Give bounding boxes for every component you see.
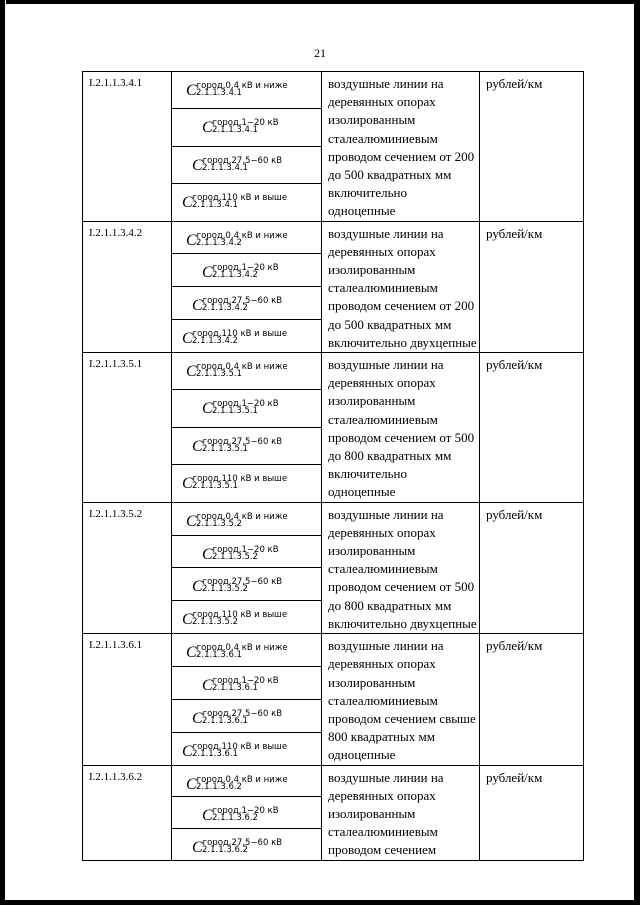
cost-symbol-subscript: 2.1.1.3.5.1: [202, 443, 248, 454]
row-code: I.2.1.1.3.5.1: [83, 353, 172, 503]
cost-symbol-cell: [172, 634, 322, 667]
cost-symbol-superscript: город,110 кВ и выше: [192, 610, 288, 621]
cost-symbol-subscript: 2.1.1.3.5.1: [212, 406, 258, 417]
cost-symbol-subscript: 2.1.1.3.6.2: [202, 844, 248, 855]
cost-symbol-superscript: город,27,5−60 кВ: [202, 155, 283, 166]
cost-symbol-superscript: город,1−20 кВ: [212, 806, 279, 817]
cost-symbol-cell: [172, 390, 322, 427]
cost-symbol-cell: [172, 535, 322, 568]
cost-symbol-subscript: 2.1.1.3.4.2: [212, 270, 258, 281]
cost-symbol-subscript: 2.1.1.3.4.2: [202, 303, 248, 314]
cost-symbol-cell: [172, 109, 322, 146]
row-code: I.2.1.1.3.4.1: [83, 72, 172, 222]
cost-symbol-letter: C: [202, 119, 213, 137]
cost-symbol-subscript: 2.1.1.3.4.2: [192, 336, 238, 347]
cost-symbol-superscript: город,1−20 кВ: [212, 118, 279, 129]
cost-symbol-letter: C: [202, 807, 213, 825]
scan-border-left: [0, 0, 5, 905]
cost-symbol-subscript: 2.1.1.3.4.2: [196, 237, 242, 248]
cost-symbol-superscript: город,1−20 кВ: [212, 399, 279, 410]
cost-symbol-cell: [172, 146, 322, 183]
cost-symbol-letter: C: [186, 775, 197, 793]
scan-border-bottom: [0, 900, 640, 905]
cost-symbol-letter: C: [192, 578, 203, 596]
row-description: воздушные линии на деревянных опорах изолированным сталеалюминиевым проводом сечением: [322, 765, 480, 860]
row-description: воздушные линии на деревянных опорах изолированным сталеалюминиевым проводом сечением свыше 800 квадратных мм одноцепные: [322, 634, 480, 765]
cost-symbol-letter: C: [186, 363, 197, 381]
cost-symbol-superscript: город,110 кВ и выше: [192, 474, 288, 485]
cost-symbol-subscript: 2.1.1.3.6.1: [202, 715, 248, 726]
cost-symbol-letter: C: [192, 838, 203, 856]
cost-symbol-superscript: город,0,4 кВ и ниже: [196, 774, 288, 785]
cost-symbol-superscript: город,110 кВ и выше: [192, 329, 288, 340]
cost-symbol-letter: C: [186, 231, 197, 249]
row-description: воздушные линии на деревянных опорах изолированным сталеалюминиевым проводом сечением от 500 до 800 квадратных мм включительно одноцепные: [322, 353, 480, 503]
table-row: [83, 502, 584, 535]
cost-symbol-cell: [172, 320, 322, 353]
cost-symbol-cell: [172, 221, 322, 254]
cost-symbol-letter: C: [186, 512, 197, 530]
cost-symbol-cell: [172, 502, 322, 535]
cost-symbol-letter: C: [192, 437, 203, 455]
cost-symbol-cell: [172, 765, 322, 797]
cost-symbol-subscript: 2.1.1.3.5.2: [202, 584, 248, 595]
cost-symbol-subscript: 2.1.1.3.4.1: [192, 200, 238, 211]
cost-symbol-letter: C: [186, 82, 197, 99]
cost-symbol-superscript: город,110 кВ и выше: [192, 193, 288, 204]
cost-symbol-letter: C: [192, 709, 203, 727]
cost-symbol-superscript: город,0,4 кВ и ниже: [196, 230, 288, 241]
cost-symbol-cell: [172, 797, 322, 829]
cost-symbol-superscript: город,0,4 кВ и ниже: [196, 81, 288, 91]
cost-symbol-letter: C: [192, 297, 203, 315]
cost-symbol-superscript: город,110 кВ и выше: [192, 741, 288, 752]
scan-border-right: [634, 0, 640, 905]
table-row: [83, 634, 584, 667]
row-code: I.2.1.1.3.4.2: [83, 221, 172, 352]
row-description: воздушные линии на деревянных опорах изолированным сталеалюминиевым проводом сечением от 200 до 500 квадратных мм включительно двухцепные: [322, 221, 480, 352]
cost-symbol-letter: C: [192, 156, 203, 174]
row-description: воздушные линии на деревянных опорах изолированным сталеалюминиевым проводом сечением от 500 до 800 квадратных мм включительно двухцепные: [322, 502, 480, 633]
cost-symbol-subscript: 2.1.1.3.5.2: [192, 617, 238, 628]
cost-symbol-cell: [172, 568, 322, 601]
row-unit: рублей/км: [480, 353, 584, 503]
cost-symbol-letter: C: [202, 264, 213, 282]
cost-symbol-superscript: город,27,5−60 кВ: [202, 577, 283, 588]
cost-symbol-letter: C: [186, 644, 197, 662]
cost-symbol-cell: [172, 353, 322, 390]
cost-symbol-letter: C: [202, 400, 213, 418]
row-unit: рублей/км: [480, 634, 584, 765]
cost-symbol-superscript: город,0,4 кВ и ниже: [196, 643, 288, 654]
cost-symbol-subscript: 2.1.1.3.5.1: [192, 481, 238, 492]
table-row: [83, 221, 584, 254]
cost-symbol-superscript: город,27,5−60 кВ: [202, 296, 283, 307]
cost-symbol-subscript: 2.1.1.3.6.2: [212, 813, 258, 824]
cost-symbol-superscript: город,27,5−60 кВ: [202, 837, 283, 848]
page-number: 21: [314, 46, 326, 60]
cost-symbol-superscript: город,0,4 кВ и ниже: [196, 362, 288, 373]
row-unit: рублей/км: [480, 765, 584, 860]
cost-symbol-subscript: 2.1.1.3.4.1: [212, 125, 258, 136]
cost-symbol-cell: [172, 699, 322, 732]
row-unit: рублей/км: [480, 72, 584, 222]
cost-symbol-letter: C: [182, 194, 193, 212]
cost-symbol-letter: C: [182, 330, 193, 348]
row-description: воздушные линии на деревянных опорах изолированным сталеалюминиевым проводом сечением от 200 до 500 квадратных мм включительно одноцепные: [322, 72, 480, 222]
table-row: [83, 765, 584, 797]
cost-symbol-cell: [172, 601, 322, 634]
cost-symbol-superscript: город,27,5−60 кВ: [202, 708, 283, 719]
row-code: I.2.1.1.3.5.2: [83, 502, 172, 633]
cost-symbol-letter: C: [182, 742, 193, 760]
cost-symbol-superscript: город,27,5−60 кВ: [202, 436, 283, 447]
cost-symbol-cell: [172, 666, 322, 699]
cost-symbol-letter: C: [202, 545, 213, 563]
cost-symbol-subscript: 2.1.1.3.6.1: [192, 748, 238, 759]
cost-symbol-superscript: город,1−20 кВ: [212, 544, 279, 555]
cost-symbol-cell: [172, 427, 322, 464]
cost-symbol-cell: [172, 184, 322, 221]
cost-symbol-superscript: город,1−20 кВ: [212, 263, 279, 274]
table-row: [83, 353, 584, 390]
cost-symbol-subscript: 2.1.1.3.4.1: [202, 162, 248, 173]
cost-symbol-cell: [172, 72, 322, 109]
cost-symbol-subscript: 2.1.1.3.6.1: [212, 682, 258, 693]
cost-symbol-cell: [172, 732, 322, 765]
cost-symbol-subscript: 2.1.1.3.6.1: [196, 650, 242, 661]
row-code: I.2.1.1.3.6.1: [83, 634, 172, 765]
row-unit: рублей/км: [480, 502, 584, 633]
cost-symbol-subscript: 2.1.1.3.5.2: [212, 551, 258, 562]
cost-symbol-letter: C: [182, 475, 193, 493]
cost-symbol-cell: [172, 254, 322, 287]
cost-symbol-letter: C: [182, 611, 193, 629]
row-unit: рублей/км: [480, 221, 584, 352]
cost-symbol-cell: [172, 465, 322, 502]
cost-symbol-subscript: 2.1.1.3.6.2: [196, 781, 242, 792]
cost-symbol-cell: [172, 287, 322, 320]
cost-symbol-subscript: 2.1.1.3.4.1: [196, 88, 242, 98]
cost-symbol-superscript: город,0,4 кВ и ниже: [196, 511, 288, 522]
tariff-table: [82, 71, 584, 861]
table-row: [83, 72, 584, 109]
cost-symbol-subscript: 2.1.1.3.5.1: [196, 369, 242, 380]
cost-symbol-cell: [172, 828, 322, 860]
row-code: I.2.1.1.3.6.2: [83, 765, 172, 860]
cost-symbol-superscript: город,1−20 кВ: [212, 675, 279, 686]
cost-symbol-subscript: 2.1.1.3.5.2: [196, 518, 242, 529]
cost-symbol-letter: C: [202, 676, 213, 694]
scan-border-top: [6, 0, 634, 4]
